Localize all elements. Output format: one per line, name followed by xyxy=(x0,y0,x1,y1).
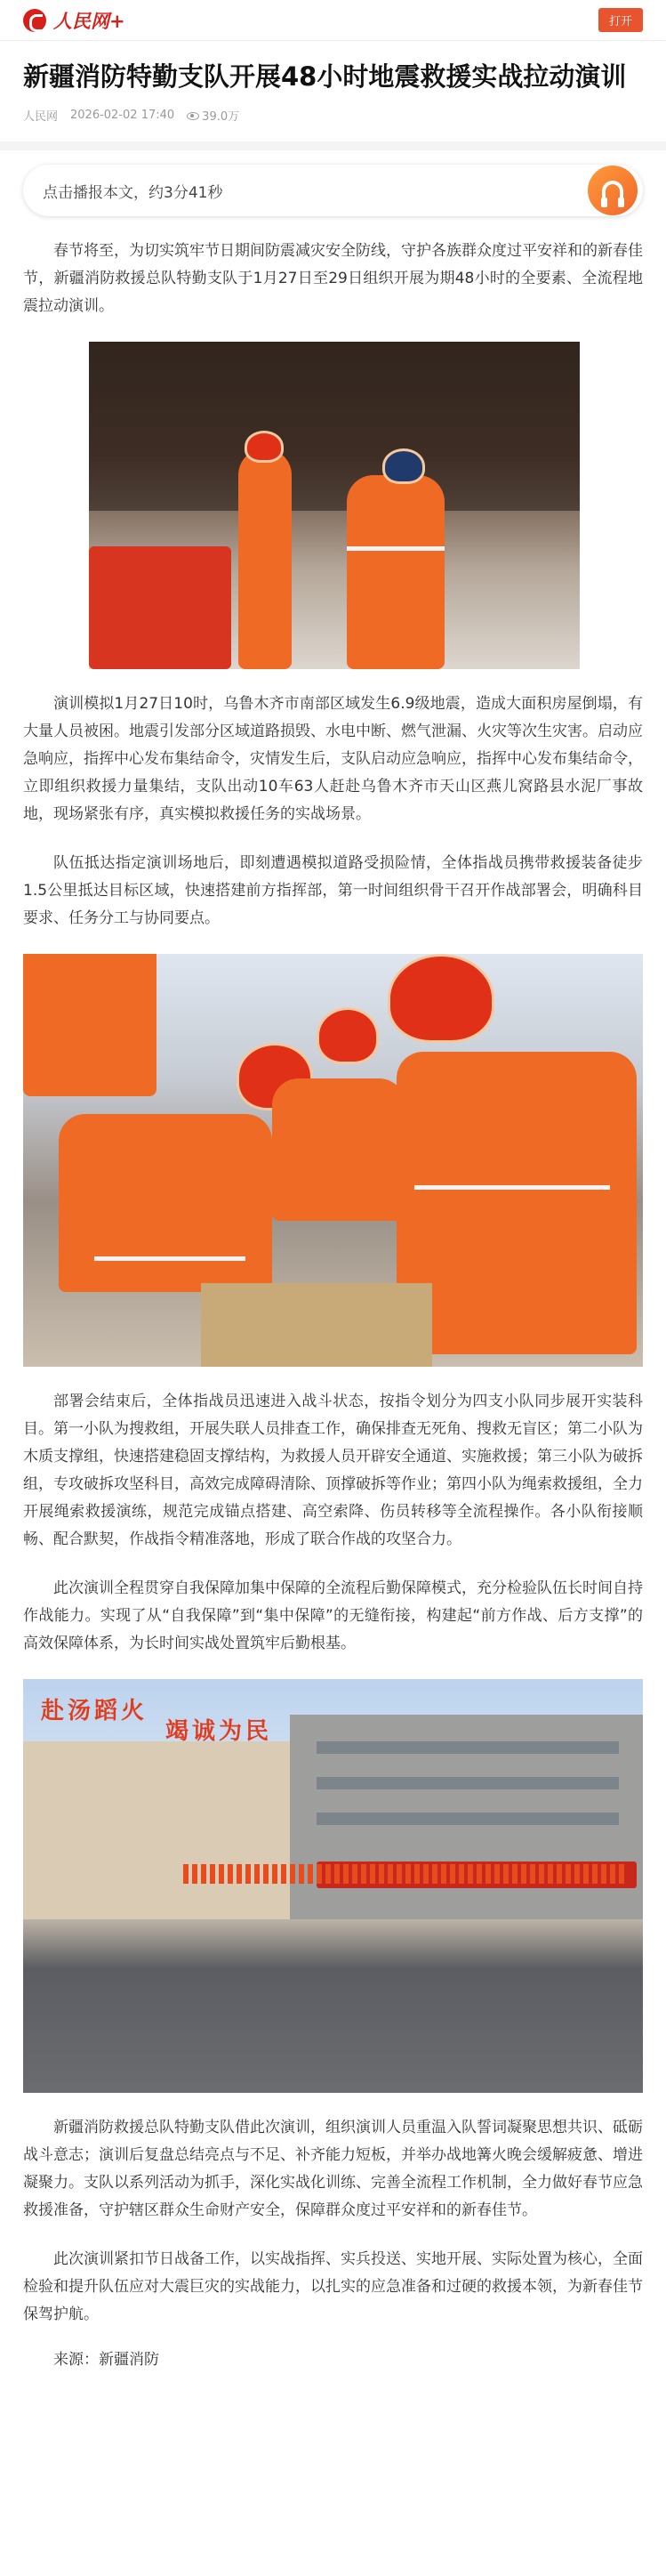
eye-icon xyxy=(187,112,199,120)
audio-label: 点击播报本文，约3分41秒 xyxy=(43,183,223,202)
divider xyxy=(0,141,666,150)
sign-text-left: 赴汤蹈火 xyxy=(41,1698,148,1724)
paragraph: 此次演训全程贯穿自我保障加集中保障的全流程后勤保障模式，充分检验队伍长时间自持作战能力。实现了从“自我保障”到“集中保障”的无缝衔接，构建起“前方作战、后方支撑”的高效保障体系，为长时间实战处置筑牢后勤根基。 xyxy=(23,1579,643,1652)
source-name: 人民网 xyxy=(23,110,59,124)
article-meta xyxy=(23,96,643,124)
article-source: 来源：新疆消防 xyxy=(53,2351,159,2369)
headphone-icon xyxy=(602,181,623,200)
article xyxy=(0,41,666,2386)
top-bar xyxy=(0,0,666,41)
photo-rope-rescue[interactable] xyxy=(89,342,580,669)
paragraph: 新疆消防救援总队特勤支队借此次演训，组织演训人员重温入队誓词凝聚思想共识、砥砺战斗意志；演训后复盘总结亮点与不足、补齐能力短板，并举办战地篝火晚会缓解疲惫、增进凝聚力。支队以系列活动为抓手，深化实战化训练、完善全流程工作机制，全力做好春节应急救援准备，守护辖区群众生命财产安全，保障群众度过平安祥和的新春佳节。 xyxy=(23,2119,643,2219)
brand-name: 人民网+ xyxy=(53,9,125,32)
publish-datetime: 2026-02-02 17:40 xyxy=(70,109,175,122)
sign-text-right: 竭诚为民 xyxy=(165,1718,273,1745)
paragraph: 队伍抵达指定演训场地后，即刻遭遇模拟道路受损险情，全体指战员携带救援装备徒步1.5公里抵达目标区域，快速搭建前方指挥部，第一时间组织骨干召开作战部署会，明确科目要求、任务分工与协同要点。 xyxy=(23,854,643,927)
photo-wood-support[interactable] xyxy=(23,954,643,1367)
view-count-value: 39.0万 xyxy=(202,110,240,124)
paragraph: 春节将至，为切实筑牢节日期间防震减灾安全防线，守护各族群众度过平安祥和的新春佳节，新疆消防救援总队特勤支队于1月27日至29日组织开展为期48小时的全要素、全流程地震拉动演训。 xyxy=(23,242,643,315)
audio-player[interactable] xyxy=(23,165,643,216)
paragraph: 部署会结束后，全体指战员迅速进入战斗状态，按指令划分为四支小队同步展开实装科目。第一小队为搜救组，开展失联人员排查工作，确保排查无死角、搜救无盲区；第二小队为木质支撑组，快速搭建稳固支撑结构，为救援人员开辟安全通道、实施救援；第三小队为破拆组，专攻破拆攻坚科目，高效完成障碍清除、顶撑破拆等作业；第四小队为绳索救援组，全力开展绳索救援演练，规范完成锚点搭建、高空索降、伤员转移等全流程操作。各小队衔接顺畅、配合默契，作战指令精准落地，形成了联合作战的攻坚合力。 xyxy=(23,1393,643,1548)
open-app-button[interactable]: 打开 xyxy=(598,8,643,32)
photo-fire-station-assembly[interactable] xyxy=(23,1679,643,2093)
paragraph: 此次演训紧扣节日战备工作，以实战指挥、实兵投送、实地开展、实际处置为核心，全面检验和提升队伍应对大震巨灾的实战能力，以扎实的应急准备和过硬的救援本领，为新春佳节保驾护航。 xyxy=(23,2250,643,2323)
audio-play-button[interactable] xyxy=(588,166,638,215)
paragraph: 演训模拟1月27日10时，乌鲁木齐市南部区域发生6.9级地震，造成大面积房屋倒塌，有大量人员被困。地震引发部分区域道路损毁、水电中断、燃气泄漏、火灾等次生灾害。启动应急响应，指挥中心发布集结命令，灾情发生后，支队启动应急响应，指挥中心发布集结命令，立即组织救援力量集结，支队出动10车63人赶赴乌鲁木齐市天山区燕儿窝路县水泥厂事故地，现场紧张有序，真实模拟救援任务的实战场景。 xyxy=(23,695,643,823)
view-count xyxy=(187,107,239,124)
people-daily-logo-icon xyxy=(23,9,46,32)
brand-logo[interactable] xyxy=(23,7,125,34)
article-title: 新疆消防特勤支队开展48小时地震救援实战拉动演训 xyxy=(23,61,627,92)
